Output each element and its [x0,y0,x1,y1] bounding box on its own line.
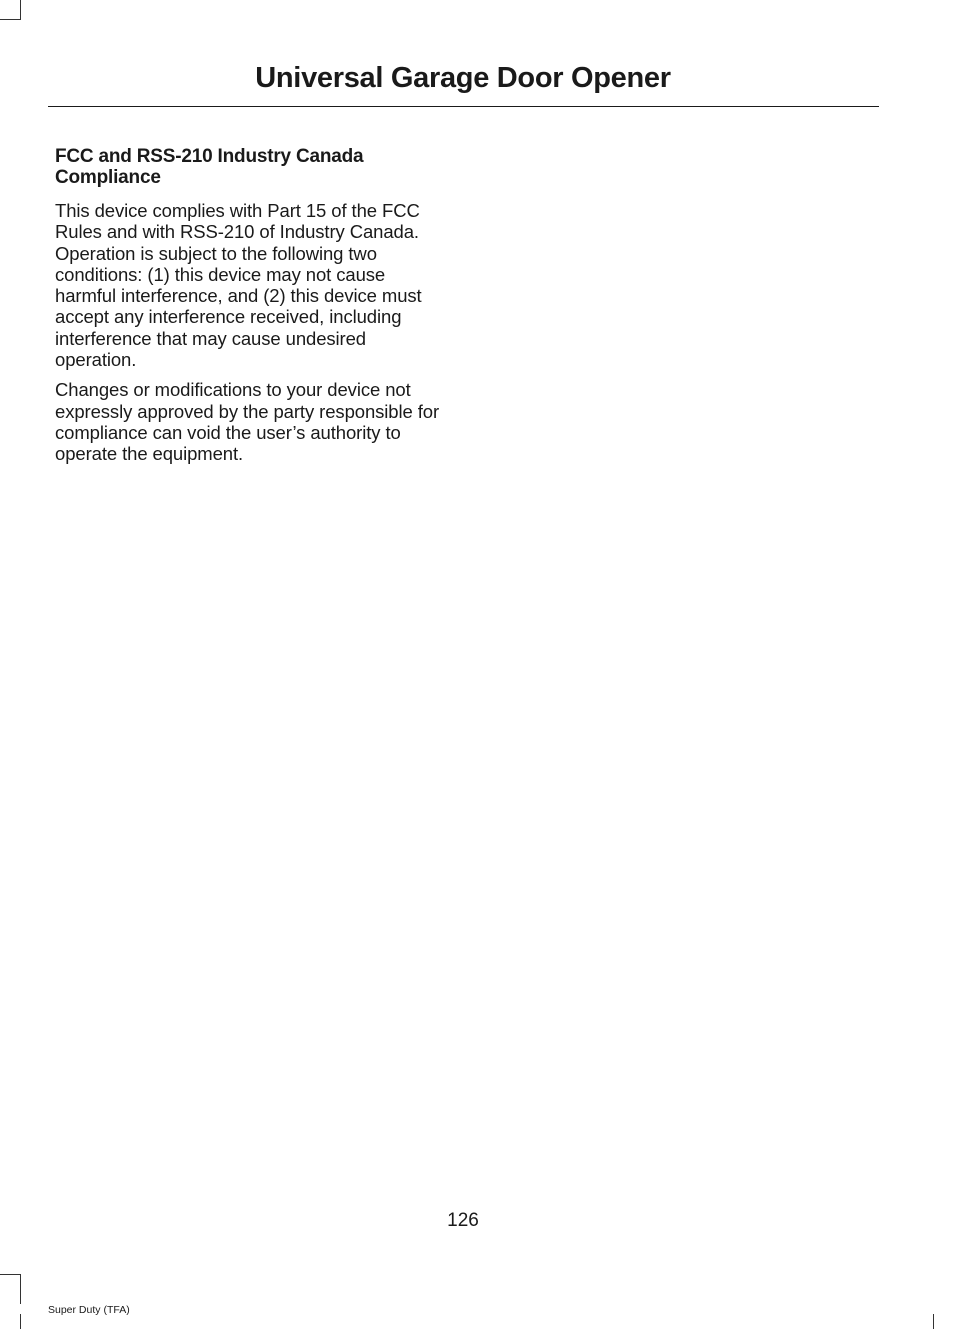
crop-mark-bottom-left-vertical [20,1274,21,1304]
footer-vehicle-label: Super Duty (TFA) [48,1304,130,1316]
page-number: 126 [447,1210,479,1231]
main-content [55,146,450,474]
crop-mark-bottom-left-horizontal [0,1274,21,1275]
title-divider [48,106,879,107]
page-title: Universal Garage Door Opener [255,62,671,94]
paragraph-compliance: This device complies with Part 15 of the FCC Rules and with RSS-210 of Industry Canada. Operation is subject to the following two conditions: (1) this device may not cause harmful interference, and (2) this device must accept any interference received, including interference that may cause undesired operation. [55,200,422,371]
crop-mark-top-left-vertical [20,0,21,20]
paragraph-modifications: Changes or modifications to your device not expressly approved by the party responsible for compliance can void the user’s authority to operate the equipment. [55,379,440,465]
crop-mark-bottom-left-tick [20,1314,21,1329]
crop-mark-top-left-horizontal [0,19,21,20]
section-heading: FCC and RSS-210 Industry Canada Compliance [55,146,364,188]
crop-mark-bottom-right-tick [933,1314,934,1329]
